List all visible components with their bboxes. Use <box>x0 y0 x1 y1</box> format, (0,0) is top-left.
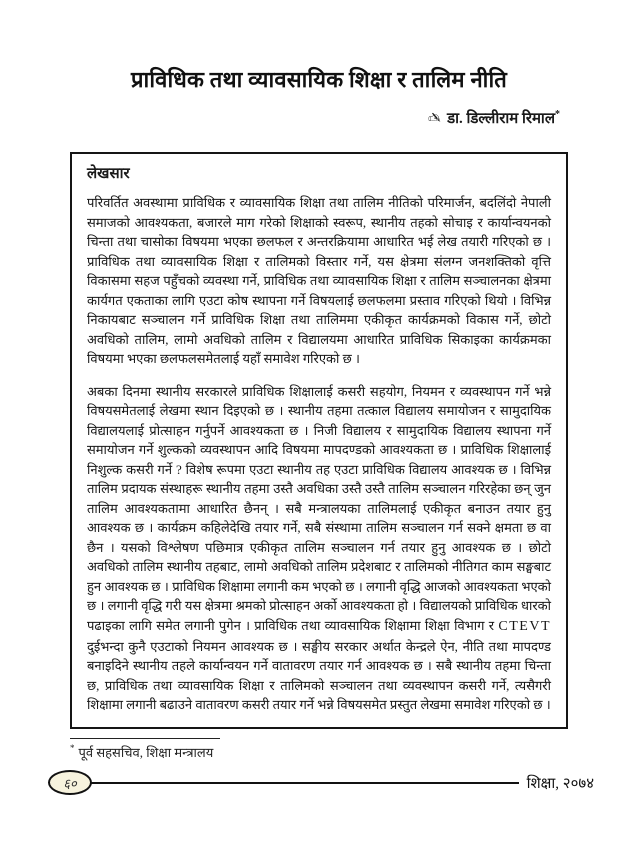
abstract-box <box>70 152 568 729</box>
author-footnote-marker: * <box>555 109 560 120</box>
page-number-badge <box>48 770 92 795</box>
author-byline <box>0 108 560 128</box>
page-footer <box>48 770 594 795</box>
footnote-rule <box>70 738 220 739</box>
footnote <box>70 738 638 761</box>
footnote-marker: * <box>70 743 75 754</box>
footnote-text: पूर्व सहसचिव, शिक्षा मन्त्रालय <box>78 744 214 760</box>
abstract-heading: लेखसार <box>87 166 130 182</box>
abstract-paragraph-2 <box>87 382 551 715</box>
writing-hand-icon: ✍ <box>427 109 441 127</box>
journal-title: शिक्षा, २०७४ <box>526 775 594 792</box>
abstract-paragraph-1: परिवर्तित अवस्थामा प्राविधिक र व्यावसायिक शिक्षा तथा तालिम नीतिको परिमार्जन, बदलिंदो नेपाली समाजको आवश्यकता, बजारले माग गरेको शिक्षाको स्वरूप, स्थानीय तहको सोचाइ र कार्यान्वयनको चिन्ता तथा चासोका विषयमा भएका छलफल र अन्तरक्रियामा आधारित भई लेख तयारी गरिएको छ । प्राविधिक तथा व्यावसायिक शिक्षा र तालिमको विस्तार गर्ने, यस क्षेत्रमा संलग्न जनशक्तिको वृत्ति विकासमा सहज पहुँचको व्यवस्था गर्ने, प्राविधिक तथा व्यावसायिक शिक्षा र तालिम सञ्चालनका क्षेत्रमा कार्यगत एकताका लागि एउटा कोष स्थापना गर्ने विषयलाई छलफलमा प्रस्ताव गरिएको थियो । विभिन्न निकायबाट सञ्चालन गर्ने प्राविधिक शिक्षा तथा तालिममा एकीकृत कार्यक्रमको विकास गर्ने, छोटो अवधिको तालिम, लामो अवधिको तालिम र विद्यालयमा आधारित प्राविधिक सिकाइका कार्यक्रमका विषयमा भएका छलफलसमेतलाई यहाँ समावेश गरिएको छ । <box>87 195 551 366</box>
abstract-paragraph-2-text-a: अबका दिनमा स्थानीय सरकारले प्राविधिक शिक्षालाई कसरी सहयोग, नियमन र व्यवस्थापन गर्ने भन्ने विषयसमेतलाई लेखमा स्थान दिइएको छ । स्थानीय तहमा तत्काल विद्यालय समायोजन र सामुदायिक विद्यालयलाई प्रोत्साहन गर्नुपर्ने आवश्यकता छ । निजी विद्यालय र सामुदायिक विद्यालय स्थापना गर्ने समायोजन गर्ने शुल्कको व्यवस्थापन आदि विषयमा मापदण्डको आवश्यकता छ । प्राविधिक शिक्षालाई निशुल्क कसरी गर्ने ? विशेष रूपमा एउटा स्थानीय तह एउटा प्राविधिक विद्यालय आवश्यक छ । विभिन्न तालिम प्रदायक संस्थाहरू स्थानीय तहमा उस्तै अवधिका उस्तै उस्तै तालिम सञ्चालन गरिरहेका छन् जुन तालिम आवश्यकतामा आधारित छैनन् । सबै मन्त्रालयका तालिमलाई एकीकृत बनाउन तयार हुनु आवश्यक छ । कार्यक्रम कहिलेदेखि तयार गर्ने, सबै संस्थामा तालिम सञ्चालन गर्न सक्ने क्षमता छ वा छैन । यसको विश्लेषण पछिमात्र एकीकृत तालिम सञ्चालन गर्न तयार हुनु आवश्यक छ । छोटो अवधिको तालिम स्थानीय तहबाट, लामो अवधिको तालिम प्रदेशबाट र तालिमको नीतिगत काम सङ्घबाट हुन आवश्यक छ । प्राविधिक शिक्षामा लगानी कम भएको छ । लगानी वृद्धि आजको आवश्यकता भएको छ । लगानी वृद्धि गरी यस क्षेत्रमा श्रमको प्रोत्साहन अर्को आवश्यकता हो । विद्यालयको प्राविधिक धारको पढाइका लागि समेत लगानी पुगेन । प्राविधिक तथा व्यावसायिक शिक्षामा शिक्षा विभाग र <box>87 383 551 633</box>
footer-rule <box>91 782 519 784</box>
ctevt-acronym: CTEVT <box>498 618 551 634</box>
article-title: प्राविधिक तथा व्यावसायिक शिक्षा र तालिम नीति <box>131 67 507 92</box>
page-number: ६० <box>63 775 77 791</box>
author-name: डा. डिल्लीराम रिमाल <box>447 111 555 127</box>
abstract-paragraph-2-text-b: दुईभन्दा कुनै एउटाको नियमन आवश्यक छ । सङ्घीय सरकार अर्थात केन्द्रले ऐन, नीति तथा मापदण्ड बनाइदिने स्थानीय तहले कार्यान्वयन गर्ने वातावरण तयार गर्न आवश्यक छ । सबै स्थानीय तहमा चिन्ता छ, प्राविधिक तथा व्यावसायिक शिक्षा र तालिमको सञ्चालन तथा व्यवस्थापन कसरी गर्ने, त्यसैगरी शिक्षामा लगानी बढाउने वातावरण कसरी तयार गर्ने भन्ने विषयसमेत प्रस्तुत लेखमा समावेश गरिएको छ । <box>87 638 551 712</box>
